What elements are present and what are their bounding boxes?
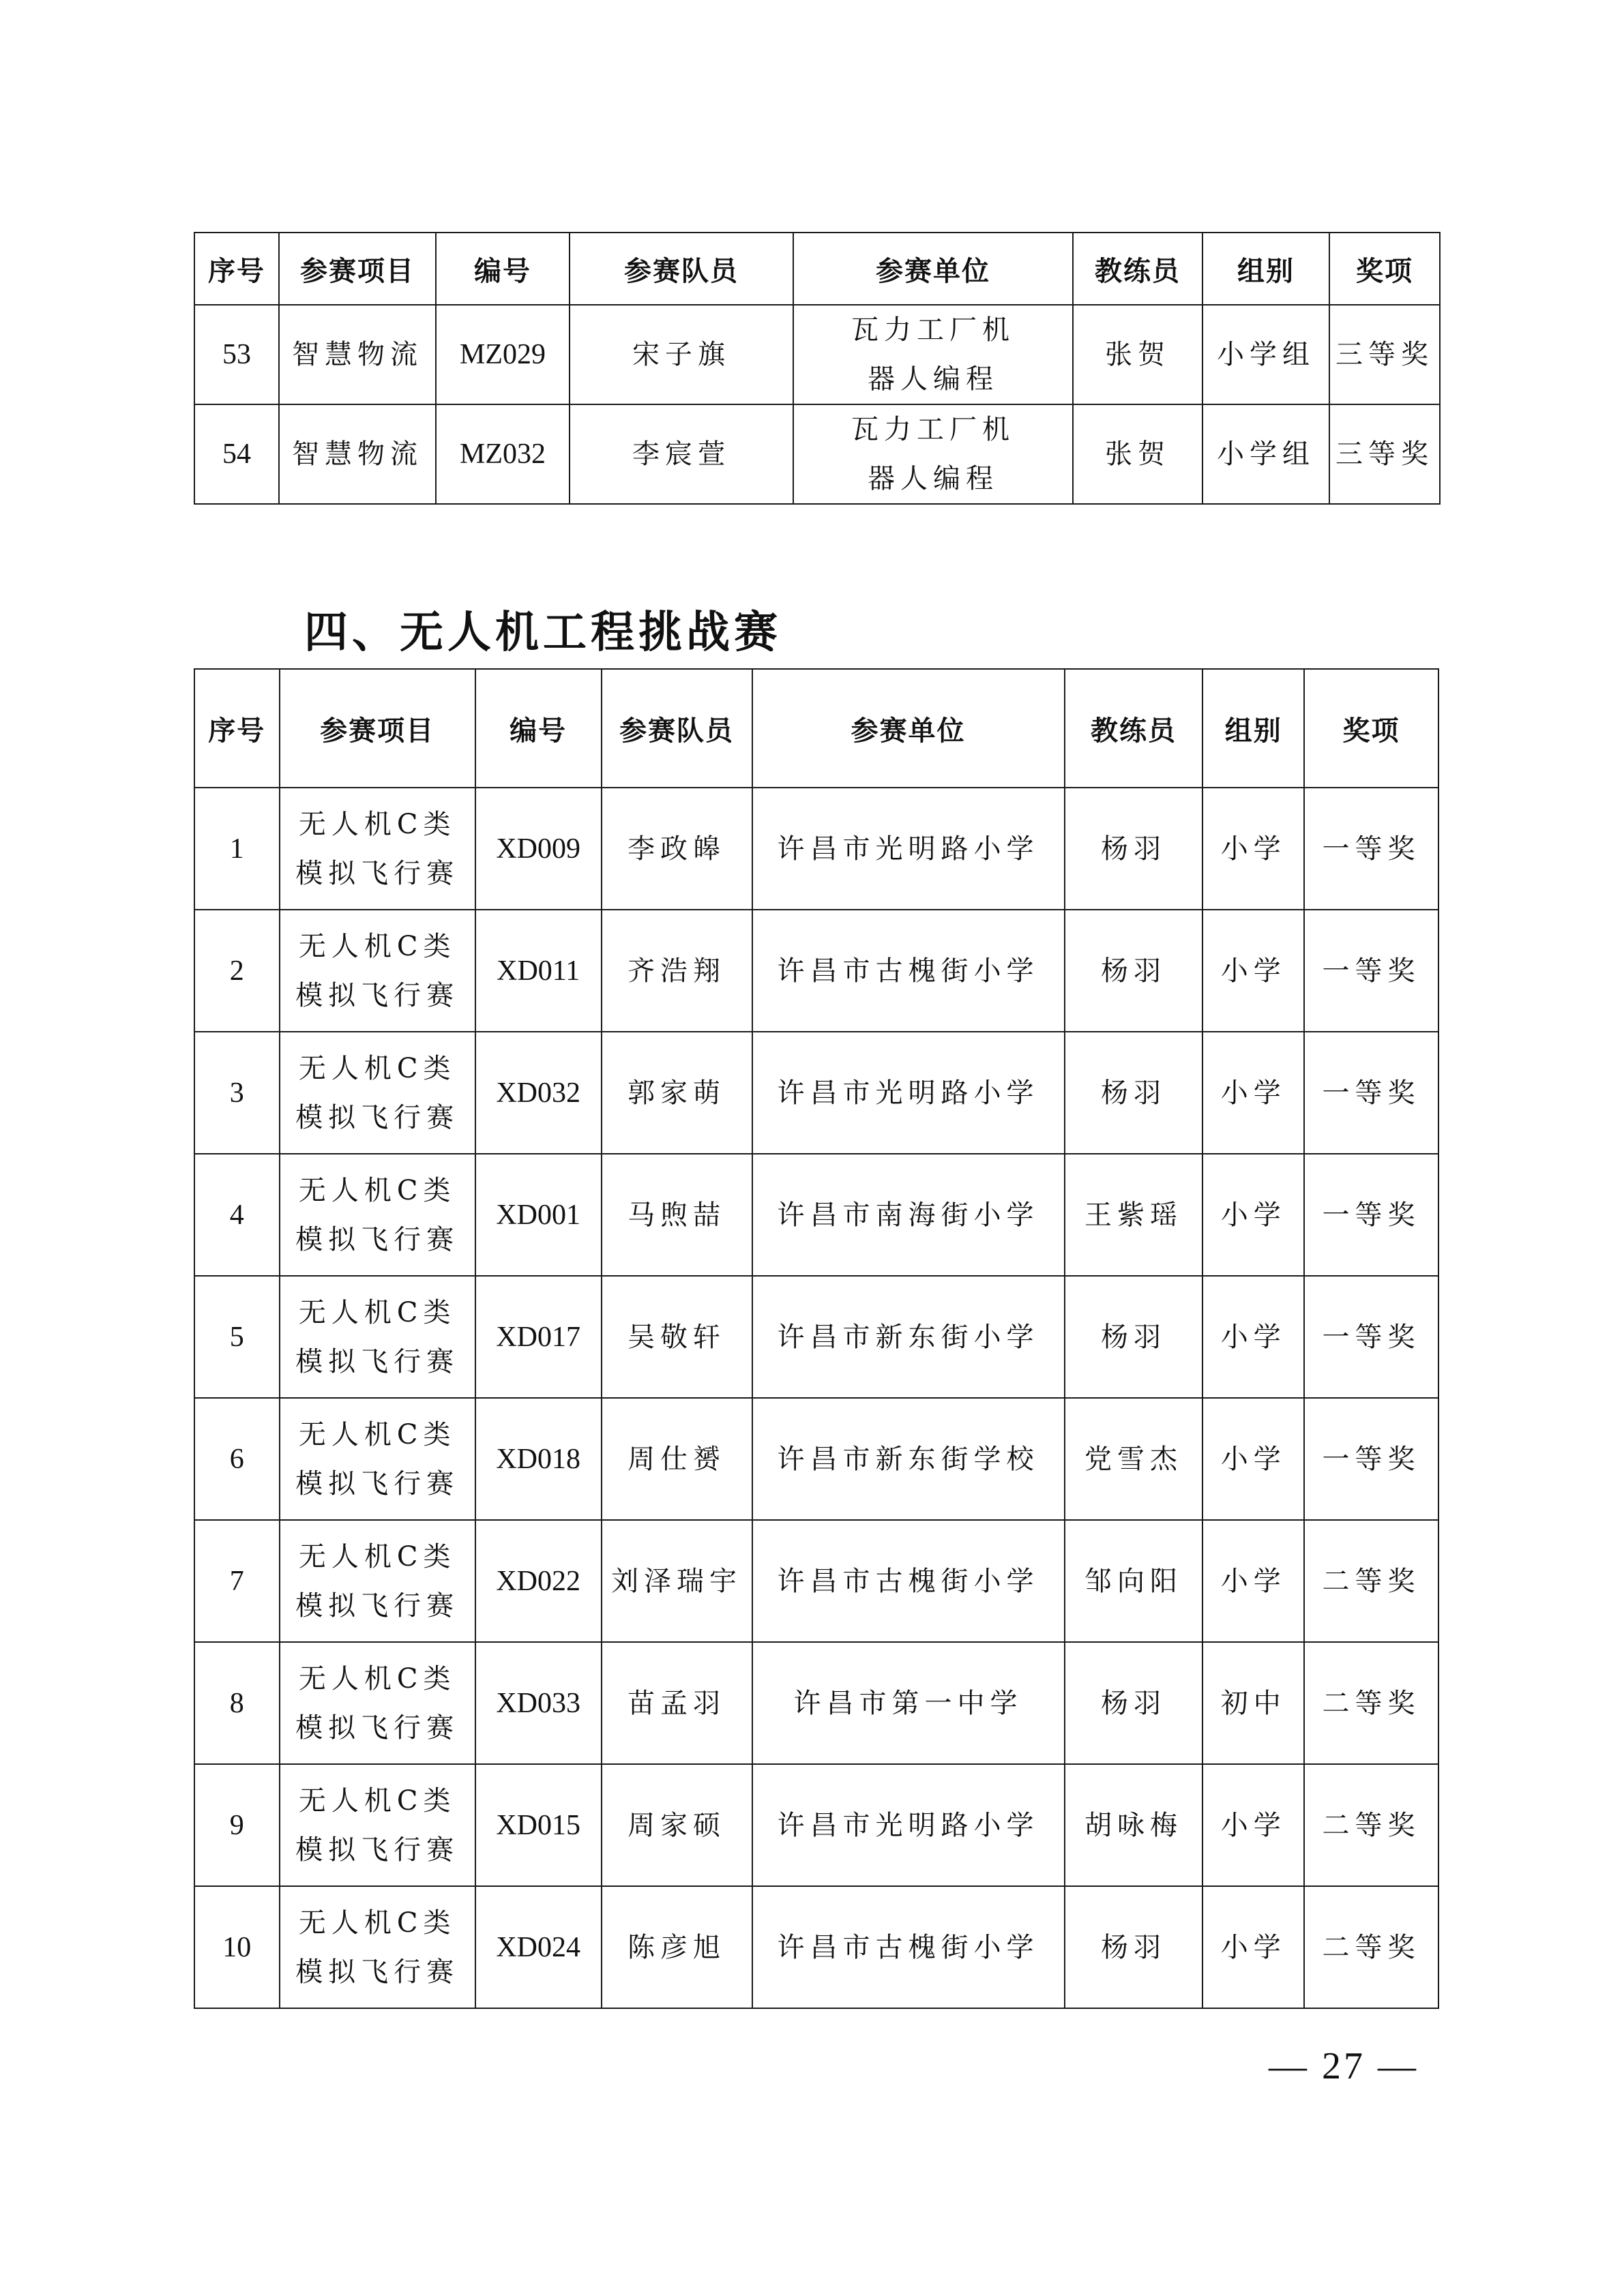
cell-coach: 王紫瑶	[1065, 1154, 1203, 1276]
cell-project-line2: 模拟飞行赛	[295, 979, 460, 1011]
cell-project: 智慧物流	[279, 404, 436, 504]
cell-award: 一等奖	[1304, 910, 1438, 1032]
cell-award: 一等奖	[1304, 788, 1438, 910]
cell-group: 初中	[1202, 1642, 1304, 1764]
table-row	[194, 1276, 1438, 1398]
cell-project	[280, 1642, 475, 1764]
header-coach: 教练员	[1065, 669, 1203, 788]
table-row	[194, 1886, 1438, 2008]
cell-unit: 许昌市光明路小学	[752, 1032, 1065, 1154]
cell-index: 5	[194, 1276, 280, 1398]
cell-unit: 许昌市古槐街小学	[752, 1520, 1065, 1642]
cell-member: 刘泽瑞宇	[602, 1520, 752, 1642]
cell-group: 小学	[1202, 788, 1304, 910]
cell-project	[280, 1032, 475, 1154]
cell-unit-line2: 器人编程	[868, 463, 999, 494]
header-index: 序号	[194, 669, 280, 788]
cell-project-line2: 模拟飞行赛	[295, 857, 460, 889]
header-member: 参赛队员	[570, 233, 793, 305]
header-award: 奖项	[1304, 669, 1438, 788]
cell-unit: 许昌市南海街小学	[752, 1154, 1065, 1276]
cell-unit	[793, 305, 1073, 404]
cell-code: XD018	[475, 1398, 602, 1520]
cell-member: 李宸萱	[570, 404, 793, 504]
cell-code: XD011	[475, 910, 602, 1032]
cell-member: 吴敬轩	[602, 1276, 752, 1398]
cell-group: 小学	[1202, 1276, 1304, 1398]
cell-group: 小学	[1202, 1398, 1304, 1520]
table-row	[194, 1154, 1438, 1276]
table-row	[194, 1764, 1438, 1886]
cell-project	[280, 1886, 475, 2008]
table-row	[194, 1642, 1438, 1764]
cell-unit-line2: 器人编程	[868, 363, 999, 395]
table-row	[194, 404, 1440, 504]
cell-project-line2: 模拟飞行赛	[295, 1223, 460, 1255]
cell-group: 小学	[1202, 1520, 1304, 1642]
cell-coach: 张贺	[1073, 305, 1202, 404]
cell-project-line2: 模拟飞行赛	[295, 1834, 460, 1866]
table-header-row	[194, 233, 1440, 305]
cell-award: 三等奖	[1329, 305, 1440, 404]
cell-unit-line1: 瓦力工厂机	[851, 414, 1015, 445]
header-unit: 参赛单位	[752, 669, 1065, 788]
cell-index: 9	[194, 1764, 280, 1886]
header-project: 参赛项目	[280, 669, 475, 788]
cell-coach: 胡咏梅	[1065, 1764, 1203, 1886]
cell-member: 李政皞	[602, 788, 752, 910]
page-number: — 27 —	[1269, 2045, 1419, 2087]
cell-index: 2	[194, 910, 280, 1032]
table-row	[194, 1032, 1438, 1154]
cell-project	[280, 1276, 475, 1398]
cell-award: 一等奖	[1304, 1154, 1438, 1276]
cell-index: 8	[194, 1642, 280, 1764]
cell-project-line2: 模拟飞行赛	[295, 1590, 460, 1622]
cell-coach: 杨羽	[1065, 1276, 1203, 1398]
cell-code: XD017	[475, 1276, 602, 1398]
cell-project-line1: 无人机C类	[298, 1052, 456, 1084]
cell-unit: 许昌市古槐街小学	[752, 1886, 1065, 2008]
cell-coach: 杨羽	[1065, 788, 1203, 910]
cell-project-line2: 模拟飞行赛	[295, 1467, 460, 1500]
cell-coach: 杨羽	[1065, 910, 1203, 1032]
cell-unit	[793, 404, 1073, 504]
cell-coach: 杨羽	[1065, 1032, 1203, 1154]
cell-coach: 杨羽	[1065, 1886, 1203, 2008]
cell-coach: 张贺	[1073, 404, 1202, 504]
cell-group: 小学组	[1202, 305, 1329, 404]
cell-project	[280, 788, 475, 910]
cell-project-line1: 无人机C类	[298, 1296, 456, 1328]
cell-project-line2: 模拟飞行赛	[295, 1345, 460, 1377]
cell-group: 小学组	[1202, 404, 1329, 504]
cell-project	[280, 1764, 475, 1886]
cell-index: 4	[194, 1154, 280, 1276]
cell-coach: 邹向阳	[1065, 1520, 1203, 1642]
cell-award: 一等奖	[1304, 1276, 1438, 1398]
cell-code: MZ032	[436, 404, 570, 504]
cell-project-line1: 无人机C类	[298, 1907, 456, 1939]
table-header-row	[194, 669, 1438, 788]
cell-code: XD022	[475, 1520, 602, 1642]
header-code: 编号	[436, 233, 570, 305]
cell-award: 二等奖	[1304, 1520, 1438, 1642]
table-row	[194, 1520, 1438, 1642]
cell-project-line1: 无人机C类	[298, 1540, 456, 1572]
cell-member: 马煦喆	[602, 1154, 752, 1276]
cell-group: 小学	[1202, 910, 1304, 1032]
cell-project	[280, 1398, 475, 1520]
cell-member: 周家硕	[602, 1764, 752, 1886]
header-group: 组别	[1202, 233, 1329, 305]
cell-code: XD024	[475, 1886, 602, 2008]
table-row	[194, 1398, 1438, 1520]
cell-project-line1: 无人机C类	[298, 1785, 456, 1817]
cell-coach: 杨羽	[1065, 1642, 1203, 1764]
cell-project-line1: 无人机C类	[298, 1418, 456, 1450]
cell-member: 齐浩翔	[602, 910, 752, 1032]
cell-award: 二等奖	[1304, 1764, 1438, 1886]
table-row	[194, 910, 1438, 1032]
table-row	[194, 305, 1440, 404]
header-index: 序号	[194, 233, 279, 305]
cell-project	[280, 1154, 475, 1276]
cell-index: 10	[194, 1886, 280, 2008]
cell-unit: 许昌市第一中学	[752, 1642, 1065, 1764]
cell-project-line1: 无人机C类	[298, 1174, 456, 1206]
cell-award: 二等奖	[1304, 1886, 1438, 2008]
cell-code: XD001	[475, 1154, 602, 1276]
cell-coach: 党雪杰	[1065, 1398, 1203, 1520]
cell-code: XD009	[475, 788, 602, 910]
cell-unit: 许昌市光明路小学	[752, 788, 1065, 910]
cell-unit: 许昌市新东街小学	[752, 1276, 1065, 1398]
header-code: 编号	[475, 669, 602, 788]
cell-member: 周仕赟	[602, 1398, 752, 1520]
cell-index: 54	[194, 404, 279, 504]
cell-member: 郭家萌	[602, 1032, 752, 1154]
table-row	[194, 788, 1438, 910]
cell-project-line1: 无人机C类	[298, 1663, 456, 1695]
cell-index: 1	[194, 788, 280, 910]
header-project: 参赛项目	[279, 233, 436, 305]
cell-project-line2: 模拟飞行赛	[295, 1956, 460, 1988]
cell-member: 苗孟羽	[602, 1642, 752, 1764]
cell-project-line1: 无人机C类	[298, 930, 456, 962]
cell-project	[280, 910, 475, 1032]
cell-unit-line1: 瓦力工厂机	[851, 314, 1015, 346]
cell-project-line1: 无人机C类	[298, 808, 456, 840]
header-unit: 参赛单位	[793, 233, 1073, 305]
cell-group: 小学	[1202, 1886, 1304, 2008]
cell-code: MZ029	[436, 305, 570, 404]
results-table-drone	[194, 668, 1439, 2009]
cell-code: XD032	[475, 1032, 602, 1154]
cell-group: 小学	[1202, 1032, 1304, 1154]
cell-index: 6	[194, 1398, 280, 1520]
cell-project-line2: 模拟飞行赛	[295, 1101, 460, 1133]
header-coach: 教练员	[1073, 233, 1202, 305]
cell-project-line2: 模拟飞行赛	[295, 1712, 460, 1744]
cell-unit: 许昌市新东街学校	[752, 1398, 1065, 1520]
cell-index: 53	[194, 305, 279, 404]
header-award: 奖项	[1329, 233, 1440, 305]
cell-award: 三等奖	[1329, 404, 1440, 504]
cell-code: XD033	[475, 1642, 602, 1764]
cell-member: 宋子旗	[570, 305, 793, 404]
cell-unit: 许昌市光明路小学	[752, 1764, 1065, 1886]
cell-index: 3	[194, 1032, 280, 1154]
section-title: 四、无人机工程挑战赛	[304, 608, 782, 658]
cell-award: 一等奖	[1304, 1032, 1438, 1154]
results-table-continued	[194, 232, 1441, 505]
cell-unit: 许昌市古槐街小学	[752, 910, 1065, 1032]
cell-award: 一等奖	[1304, 1398, 1438, 1520]
header-member: 参赛队员	[602, 669, 752, 788]
header-group: 组别	[1202, 669, 1304, 788]
cell-group: 小学	[1202, 1154, 1304, 1276]
cell-member: 陈彦旭	[602, 1886, 752, 2008]
cell-project: 智慧物流	[279, 305, 436, 404]
cell-code: XD015	[475, 1764, 602, 1886]
cell-award: 二等奖	[1304, 1642, 1438, 1764]
cell-project	[280, 1520, 475, 1642]
cell-index: 7	[194, 1520, 280, 1642]
cell-group: 小学	[1202, 1764, 1304, 1886]
